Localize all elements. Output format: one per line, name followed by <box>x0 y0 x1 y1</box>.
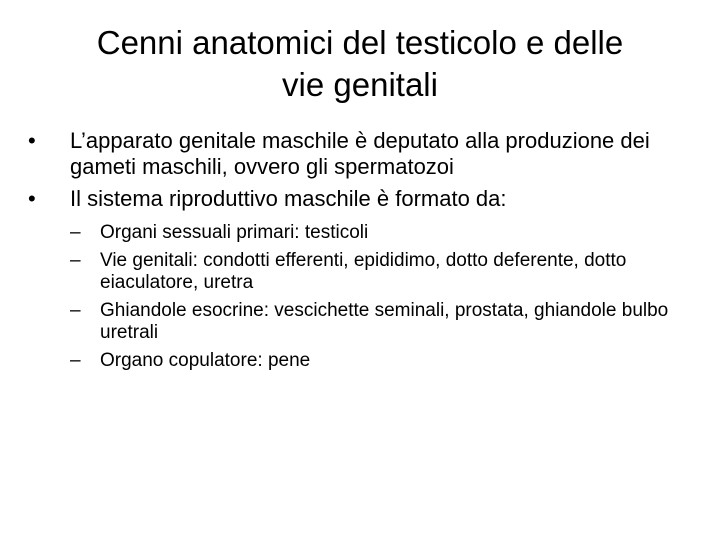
slide-body <box>28 128 688 378</box>
bullet-item <box>28 186 688 212</box>
sub-bullet-item <box>70 222 688 244</box>
slide-title <box>36 22 684 106</box>
dash-marker: – <box>70 300 81 321</box>
sub-bullet-text: Vie genitali: condotti efferenti, epididimo, dotto deferente, dotto eiaculatore, uretra <box>100 250 627 293</box>
sub-bullet-list <box>70 222 688 372</box>
title-line-1: Cenni anatomici del testicolo e delle <box>96 24 624 61</box>
sub-bullet-item <box>70 250 688 294</box>
dash-marker: – <box>70 222 81 243</box>
sub-bullet-text: Organi sessuali primari: testicoli <box>100 222 369 243</box>
dash-marker: – <box>70 250 81 271</box>
dash-marker: – <box>70 350 81 371</box>
sub-bullet-text: Ghiandole esocrine: vescichette seminali, prostata, ghiandole bulbo uretrali <box>100 300 669 343</box>
bullet-marker: • <box>28 186 36 211</box>
sub-bullet-item <box>70 350 688 372</box>
bullet-text: Il sistema riproduttivo maschile è formato da: <box>70 186 507 211</box>
sub-bullet-text: Organo copulatore: pene <box>100 350 311 371</box>
sub-bullet-item <box>70 300 688 344</box>
title-line-2: vie genitali <box>282 66 438 103</box>
bullet-item <box>28 128 688 180</box>
bullet-marker: • <box>28 128 36 153</box>
bullet-text: L’apparato genitale maschile è deputato alla produzione dei gameti maschili, ovvero gli spermatozoi <box>70 128 650 179</box>
